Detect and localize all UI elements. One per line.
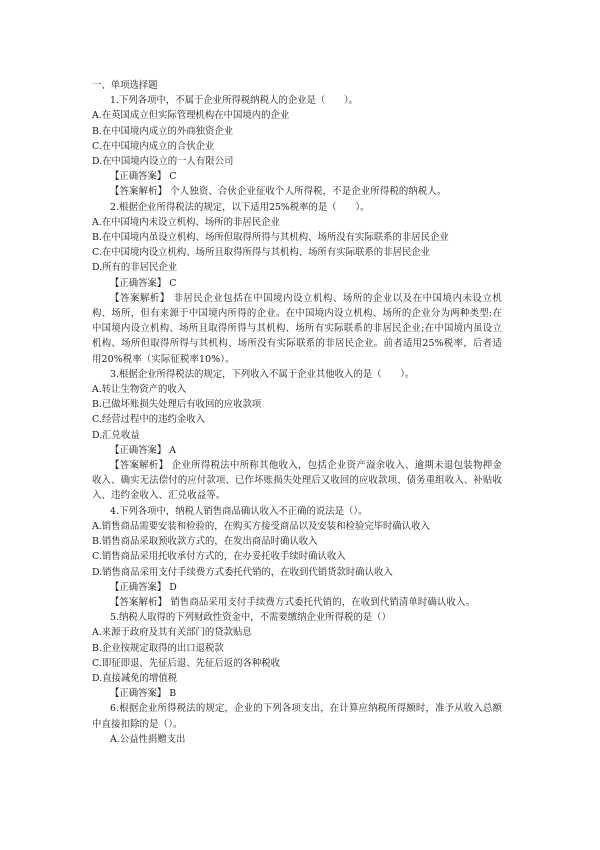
- question-1-option-c: C.在中国境内成立的合伙企业: [92, 140, 215, 152]
- question-4-option-d: D.销售商品采用支付手续费方式委托代销的，在收到代销货款时确认收入: [92, 566, 393, 578]
- question-3-option-a: A.转让生物资产的收入: [92, 384, 187, 396]
- question-1-option-b: B.在中国境内成立的外商独资企业: [92, 125, 234, 137]
- question-2-option-d: D.所有的非居民企业: [92, 262, 178, 274]
- question-2-analysis: 【答案解析】 非居民企业包括在中国境内设立机构、场所的企业以及在中国境内未设立机构、场所，但有来源于中国境内所得的企业。在中国境内设立机构、场所的企业分为两种类型:在中国境内设立机构、场所且取得所得与其机构、场所有实际联系的非居民企业;在中国境内虽设立机构、场所但取得所得与其机构、场所没有实际联系的非居民企业。前者适用25%税率，后者适用20%税率（实际征税率10%）。: [92, 292, 502, 365]
- question-5-option-a: A.来源于政府及其有关部门的贷款贴息: [92, 627, 252, 639]
- question-3-option-d: D.汇兑收益: [92, 429, 140, 441]
- question-2-option-a: A.在中国境内未设立机构、场所的非居民企业: [92, 216, 280, 228]
- question-6-stem: 6.根据企业所得税法的规定，企业的下列各项支出，在计算应纳税所得额时，准予从收入总额中直接扣除的是（）。: [92, 703, 502, 730]
- question-5-stem: 5.纳税人取得的下列财政性资金中，不需要缴纳企业所得税的是（）: [110, 612, 391, 624]
- section-title: 一、单项选择题: [92, 80, 158, 91]
- question-5-option-b: B.企业按规定取得的出口退税款: [92, 642, 224, 654]
- question-1-analysis: 【答案解析】 个人独资、合伙企业征收个人所得税，不是企业所得税的纳税人。: [110, 186, 447, 198]
- question-1-stem: 1.下列各项中，不属于企业所得税纳税人的企业是（ ）。: [110, 95, 359, 107]
- question-3-analysis: 【答案解析】 企业所得税法中所称其他收入，包括企业资产溢余收入、逾期未退包装物押金收入、确实无法偿付的应付款项、已作坏账损失处理后又收回的应收款项、债务重组收入、补贴收入、违约金收入、汇兑收益等。: [92, 460, 502, 502]
- question-2-option-b: B.在中国境内虽设立机构、场所但取得所得与其机构、场所没有实际联系的非居民企业: [92, 232, 449, 244]
- question-4-option-a: A.销售商品需要安装和检验的，在购买方接受商品以及安装和检验完毕时确认收入: [92, 520, 430, 532]
- question-3-answer: 【正确答案】 A: [110, 444, 177, 456]
- question-6-option-a: A.公益性捐赠支出: [110, 733, 186, 745]
- question-3-option-b: B.已做坏账损失处理后有收回的应收款项: [92, 399, 262, 411]
- question-3-option-c: C.经营过程中的违约金收入: [92, 414, 205, 426]
- question-4-option-c: C.销售商品采用托收承付方式的，在办妥托收手续时确认收入: [92, 551, 346, 563]
- question-5-answer: 【正确答案】 B: [110, 688, 177, 700]
- question-2-answer: 【正确答案】 C: [110, 277, 177, 289]
- question-4-answer: 【正确答案】 D: [110, 581, 177, 593]
- question-3-stem: 3.根据企业所得税法的规定，下列收入不属于企业其他收入的是（ ）。: [110, 368, 415, 380]
- question-5-option-d: D.直接减免的增值税: [92, 672, 178, 684]
- question-1-option-d: D.在中国境内设立的一人有限公司: [92, 156, 234, 168]
- question-4-option-b: B.销售商品采取预收款方式的，在发出商品时确认收入: [92, 536, 318, 548]
- document-content: [92, 78, 502, 747]
- question-5-option-c: C.即征即退、先征后退、先征后返的各种税收: [92, 657, 280, 669]
- question-1-answer: 【正确答案】 C: [110, 171, 177, 183]
- question-2-option-c: C.在中国境内设立机构、场所且取得所得与其机构、场所有实际联系的非居民企业: [92, 247, 430, 259]
- question-4-stem: 4.下列各项中，纳税人销售商品确认收入不正确的说法是（）。: [110, 505, 368, 517]
- question-1-option-a: A.在英国成立但实际管理机构在中国境内的企业: [92, 110, 290, 122]
- question-2-stem: 2.根据企业所得税法的规定，以下适用25%税率的是（ ）。: [110, 201, 370, 213]
- question-4-analysis: 【答案解析】 销售商品采用支付手续费方式委托代销的，在收到代销清单时确认收入。: [110, 596, 476, 608]
